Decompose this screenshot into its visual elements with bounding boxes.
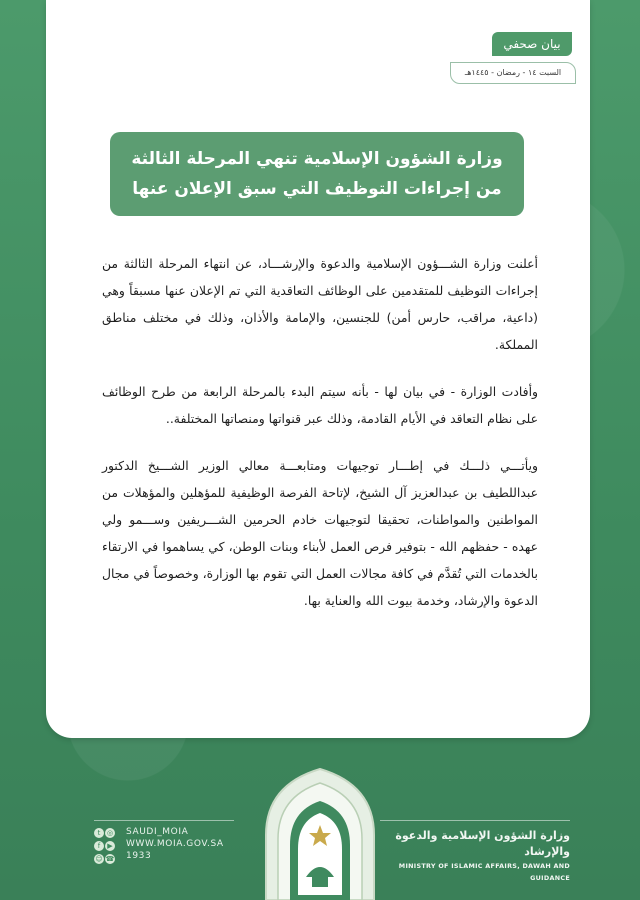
content-card bbox=[46, 0, 590, 738]
phone-number[interactable]: 1933 bbox=[126, 851, 152, 861]
ministry-name-english: MINISTRY OF ISLAMIC AFFAIRS, DAWAH AND GUIDANCE bbox=[398, 862, 570, 882]
paragraph-1: أعلنت وزارة الشـــؤون الإسلامية والدعوة والإرشـــاد، عن انتهاء المرحلة الثالثة من إجراءات التوظيف للمتقدمين على الوظائف التعاقدية التي تم الإعلان عنها مسبقاً وهي (داعية، مراقب، حارس أمن) للجنسين، والإمامة والأذان، وذلك في مختلف مناطق المملكة. bbox=[102, 256, 538, 352]
youtube-icon[interactable]: ▶ bbox=[105, 841, 115, 851]
paragraph-2: وأفادت الوزارة - في بيان لها - بأنه سيتم البدء بالمرحلة الرابعة من طرح الوظائف على نظام التعاقد في الأيام القادمة، وذلك عبر قنواتها ومنصاتها المختلفة.. bbox=[102, 384, 538, 426]
social-icons bbox=[94, 828, 120, 867]
footer-divider-right bbox=[380, 820, 570, 821]
footer-divider-left bbox=[94, 820, 234, 821]
twitter-icon[interactable]: t bbox=[94, 828, 104, 838]
website-link[interactable]: WWW.MOIA.GOV.SA bbox=[126, 839, 224, 849]
social-handle[interactable]: SAUDI_MOIA bbox=[126, 827, 189, 837]
ministry-name-block bbox=[370, 828, 570, 884]
facebook-icon[interactable]: f bbox=[94, 841, 104, 851]
instagram-icon[interactable]: ◎ bbox=[106, 829, 114, 837]
statement-label: بيان صحفي bbox=[492, 32, 572, 56]
ministry-name-arabic: وزارة الشؤون الإسلامية والدعوة والإرشاد bbox=[395, 829, 570, 858]
headline-line-1: وزارة الشؤون الإسلامية تنهي المرحلة الثالثة bbox=[131, 149, 503, 169]
snapchat-icon[interactable]: ☺ bbox=[95, 855, 103, 863]
headline-line-2: من إجراءات التوظيف التي سبق الإعلان عنها bbox=[132, 179, 502, 199]
contact-texts bbox=[126, 826, 286, 862]
article-body bbox=[102, 250, 538, 634]
headline-box bbox=[110, 132, 524, 216]
paragraph-3: ويأتـــي ذلـــك في إطـــار توجيهات ومتابعـــة معالي الوزير الشـــيخ الدكتور عبداللطيف بن عبدالعزيز آل الشيخ، لإتاحة الفرصة الوظيفية للمؤهلين والمؤهلات من المواطنين والمواطنات، تحقيقا لتوجيهات خادم الحرمين الشـــريفين وســـمو ولي عهده - حفظهم الله - بتوفير فرص العمل لأبناء وبنات الوطن، كي يساهموا في الارتقاء بالخدمات التي تُقدَّم في كافة مجالات العمل التي تقوم بها الوزارة، وخصوصاً في مجال الدعوة والإرشاد، وخدمة بيوت الله والعناية بها. bbox=[102, 458, 538, 608]
phone-icon[interactable]: ☎ bbox=[105, 855, 115, 863]
date-label: السبت ١٤ - رمضان - ١٤٤٥هـ bbox=[450, 62, 576, 84]
